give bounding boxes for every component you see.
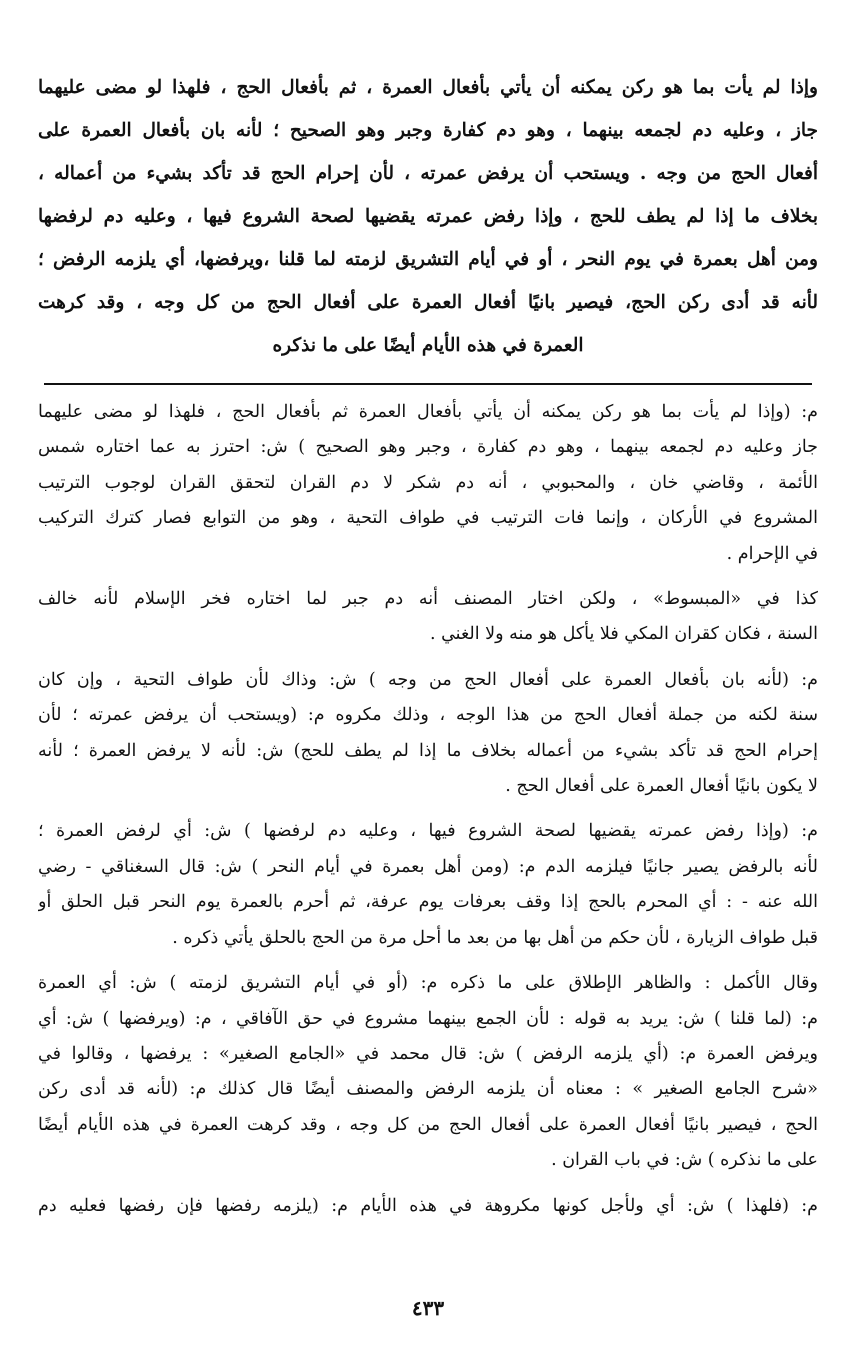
sharh-line: جاز وعليه دم لجمعه بينهما ، وهو دم كفارة ، وجبر وهو الصحيح ) ش: احترز به عما اختاره شمس: [38, 437, 818, 458]
matn-line: بخلاف ما إذا لم يطف للحج ، وإذا رفض عمرته يقضيها لصحة الشروع فيها ، وعليه دم لرفضها: [38, 206, 818, 227]
sharh-line: لا يكون بانيًا أفعال العمرة على أفعال الحج .: [505, 776, 818, 797]
matn-line: أفعال الحج من وجه . ويستحب أن يرفض عمرته ، لأن إحرام الحج قد تأكد بشيء من أعماله ،: [38, 163, 818, 184]
sharh-paragraph: [38, 1189, 818, 1224]
sharh-line: وقال الأكمل : والظاهر الإطلاق على ما ذكره م: (أو في أيام التشريق لزمته ) ش: أي العمرة: [38, 973, 818, 994]
sharh-line: م: (وإذا لم يأت بما هو ركن يمكنه أن يأتي بأفعال العمرة ثم بأفعال الحج ، فلهذا لو مضى عليهما: [38, 402, 818, 422]
sharh-line: إحرام الحج قد تأكد بشيء من أعماله بخلاف ما إذا لم يطف للحج) ش: لأنه لا يرفض العمرة ؛ لأنه: [38, 740, 818, 761]
sharh-line: سنة لكنه من جملة أفعال الحج من هذا الوجه ، وذلك مكروه م: (ويستحب أن يرفض عمرته ؛ لأن: [38, 705, 818, 726]
sharh-line: الحج ، فيصير بانيًا أفعال العمرة على أفعال الحج من كل وجه ، وقد كرهت العمرة في هذه الأيام أيضًا: [38, 1114, 818, 1135]
sharh-line: م: (وإذا رفض عمرته يقضيها لصحة الشروع فيها ، وعليه دم لرفضها ) ش: أي لرفض العمرة ؛: [38, 821, 818, 842]
sharh-line: الأئمة ، وقاضي خان ، والمحبوبي ، أنه دم شكر لا دم القران لتحقق القران لوجوب الترتيب: [38, 472, 818, 493]
sharh-block: [38, 395, 818, 1224]
sharh-paragraph: [38, 395, 818, 572]
sharh-line: ويرفض العمرة م: (أي يلزمه الرفض ) ش: قال محمد في «الجامع الصغير» : يرفضها ، وقالوا في: [38, 1043, 818, 1064]
matn-line: العمرة في هذه الأيام أيضًا على ما نذكره: [272, 335, 584, 356]
matn-line: ومن أهل بعمرة في يوم النحر ، أو في أيام التشريق لزمته لما قلنا ،ويرفضها، أي يلزمه الرفض ؛: [38, 249, 818, 270]
separator-rule: [44, 383, 812, 385]
sharh-paragraph: [38, 663, 818, 805]
page-number: ٤٣٣: [411, 1296, 445, 1320]
sharh-line: لأنه بالرفض يصير جانيًا فيلزمه الدم م: (ومن أهل بعمرة في أيام النحر ) ش: قال السغناقي - رضي: [38, 856, 818, 877]
sharh-paragraph: [38, 582, 818, 653]
matn-line: لأنه قد أدى ركن الحج، فيصير بانيًا أفعال العمرة على أفعال الحج من كل وجه ، وقد كرهت: [38, 292, 818, 313]
sharh-line: المشروع في الأركان ، وإنما فات الترتيب في طواف التحية ، وهو من التوابع فصار كترك التركيب: [38, 508, 818, 529]
sharh-line: م: (لما قلنا ) ش: يريد به قوله : لأن الجمع بينهما مشروع في حق الآفاقي ، م: (ويرفضها ) ش: أي: [38, 1008, 818, 1029]
sharh-paragraph: [38, 814, 818, 956]
sharh-line: السنة ، فكان كقران المكي فلا يأكل هو منه ولا الغني .: [429, 624, 818, 645]
sharh-line: كذا في «المبسوط» ، ولكن اختار المصنف أنه دم جبر لما اختاره فخر الإسلام لأنه خالف: [38, 589, 818, 610]
sharh-line: م: (لأنه بان بأفعال العمرة على أفعال الحج من وجه ) ش: وذاك لأن طواف التحية ، وإن كان: [38, 669, 818, 690]
sharh-line: في الإحرام .: [726, 543, 818, 564]
matn-block: [38, 66, 818, 367]
sharh-paragraph: [38, 966, 818, 1178]
sharh-line: م: (فلهذا ) ش: أي ولأجل كونها مكروهة في هذه الأيام م: (يلزمه رفضها فإن رفضها فعليه دم: [38, 1195, 818, 1216]
matn-line: جاز ، وعليه دم لجمعه بينهما ، وهو دم كفارة وجبر وهو الصحيح ؛ لأنه بان بأفعال العمرة على: [38, 120, 818, 141]
sharh-line: الله عنه - : أي المحرم بالحج إذا وقف بعرفات يوم عرفة، ثم أحرم بالعمرة يوم النحر قبل الحلق أو: [38, 892, 818, 913]
sharh-line: «شرح الجامع الصغير » : معناه أن يلزمه الرفض والمصنف أيضًا قال كذلك م: (لأنه قد أدى ركن: [38, 1079, 818, 1100]
sharh-line: على ما نذكره ) ش: في باب القران .: [551, 1150, 818, 1171]
sharh-line: قبل طواف الزيارة ، لأن حكم من أهل بها من بعد ما أحل مرة من الحج بالحلق يأتي ذكره .: [172, 927, 818, 948]
matn-line: وإذا لم يأت بما هو ركن يمكنه أن يأتي بأفعال العمرة ، ثم بأفعال الحج ، فلهذا لو مضى عليهما: [38, 77, 818, 98]
